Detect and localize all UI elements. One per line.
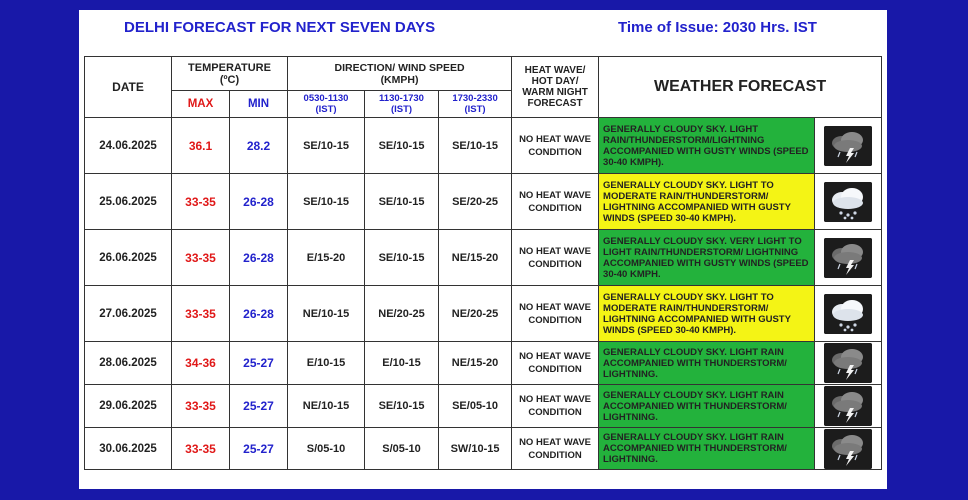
min-temp-cell: 26-28	[230, 174, 288, 230]
thunderstorm-icon	[824, 343, 872, 383]
heat-wave-line: NO HEAT WAVE	[519, 189, 592, 201]
heat-wave-line: NO HEAT WAVE	[519, 133, 592, 145]
wind-cell-2: E/10-15	[365, 342, 439, 385]
min-temp-cell: 25-27	[230, 428, 288, 470]
max-temp-cell: 36.1	[172, 118, 230, 174]
wind-cell-3: NE/15-20	[439, 342, 512, 385]
wind-cell-1: S/05-10	[288, 428, 365, 470]
heat-wave-cell	[512, 385, 599, 428]
table-row	[85, 286, 882, 342]
forecast-icon-cell	[815, 286, 882, 342]
heat-wave-line: NO HEAT WAVE	[519, 351, 592, 362]
header-min: MIN	[230, 91, 288, 118]
max-temp-cell: 33-35	[172, 286, 230, 342]
min-temp-cell: 25-27	[230, 385, 288, 428]
forecast-icon-cell	[815, 230, 882, 286]
wind-cell-3: NE/20-25	[439, 286, 512, 342]
forecast-icon-cell	[815, 118, 882, 174]
max-temp-cell: 33-35	[172, 385, 230, 428]
wind-cell-1: SE/10-15	[288, 174, 365, 230]
heat-wave-line: CONDITION	[528, 364, 582, 375]
forecast-icon-cell	[815, 342, 882, 385]
forecast-description: GENERALLY CLOUDY SKY. LIGHT RAIN ACCOMPANIED WITH THUNDERSTORM/ LIGHTNING.	[599, 385, 815, 428]
wind-cell-3: NE/15-20	[439, 230, 512, 286]
heat-wave-line: CONDITION	[528, 314, 582, 326]
wind-cell-2: SE/10-15	[365, 118, 439, 174]
heat-wave-line: CONDITION	[528, 146, 582, 158]
heat-wave-line: CONDITION	[528, 258, 582, 270]
forecast-icon-cell	[815, 174, 882, 230]
date-cell: 25.06.2025	[85, 174, 172, 230]
date-cell: 28.06.2025	[85, 342, 172, 385]
wind-cell-1: E/10-15	[288, 342, 365, 385]
slot-zone: (IST)	[315, 104, 337, 115]
table-row	[85, 385, 882, 428]
table-row	[85, 428, 882, 470]
forecast-table	[84, 56, 882, 470]
wind-cell-2: S/05-10	[365, 428, 439, 470]
wind-cell-1: SE/10-15	[288, 118, 365, 174]
rain-cloud-icon	[824, 182, 872, 222]
header-heat-line: HOT DAY/	[531, 76, 579, 87]
header-heat-line: HEAT WAVE/	[524, 65, 586, 76]
wind-cell-3: SE/05-10	[439, 385, 512, 428]
table-row	[85, 230, 882, 286]
heat-wave-line: NO HEAT WAVE	[519, 301, 592, 313]
max-temp-cell: 34-36	[172, 342, 230, 385]
slot-time: 0530-1130	[303, 93, 349, 104]
header-temperature	[172, 57, 288, 91]
header-direction-unit: (KMPH)	[380, 73, 419, 86]
header-temperature-unit: (ºC)	[219, 73, 240, 86]
wind-cell-3: SE/10-15	[439, 118, 512, 174]
header-slot-2	[365, 91, 439, 118]
heat-wave-cell	[512, 174, 599, 230]
forecast-description: GENERALLY CLOUDY SKY. LIGHT RAIN ACCOMPANIED WITH THUNDERSTORM/ LIGHTNING.	[599, 342, 815, 385]
max-temp-cell: 33-35	[172, 230, 230, 286]
min-temp-cell: 26-28	[230, 230, 288, 286]
forecast-description: GENERALLY CLOUDY SKY. LIGHT RAIN/THUNDERSTORM/LIGHTNING ACCOMPANIED WITH GUSTY WINDS (SPEED 30-40 KMPH).	[599, 118, 815, 174]
heat-wave-cell	[512, 118, 599, 174]
thunderstorm-icon	[824, 429, 872, 469]
date-cell: 29.06.2025	[85, 385, 172, 428]
table-row	[85, 342, 882, 385]
date-cell: 26.06.2025	[85, 230, 172, 286]
forecast-icon-cell	[815, 428, 882, 470]
heat-wave-cell	[512, 428, 599, 470]
issue-time: Time of Issue: 2030 Hrs. IST	[618, 19, 817, 36]
heat-wave-line: NO HEAT WAVE	[519, 394, 592, 405]
wind-cell-3: SW/10-15	[439, 428, 512, 470]
date-cell: 30.06.2025	[85, 428, 172, 470]
thunderstorm-icon	[824, 126, 872, 166]
slot-zone: (IST)	[464, 104, 486, 115]
forecast-description: GENERALLY CLOUDY SKY. LIGHT TO MODERATE RAIN/THUNDERSTORM/ LIGHTNING ACCOMPANIED WITH GUSTY WINDS (SPEED 30-40 KMPH).	[599, 174, 815, 230]
header-date: DATE	[85, 57, 172, 118]
header-direction-label: DIRECTION/ WIND SPEED	[334, 61, 465, 74]
wind-cell-3: SE/20-25	[439, 174, 512, 230]
heat-wave-line: CONDITION	[528, 202, 582, 214]
max-temp-cell: 33-35	[172, 428, 230, 470]
heat-wave-cell	[512, 230, 599, 286]
wind-cell-2: SE/10-15	[365, 174, 439, 230]
slot-time: 1130-1730	[379, 93, 424, 104]
date-cell: 27.06.2025	[85, 286, 172, 342]
forecast-description: GENERALLY CLOUDY SKY. LIGHT TO MODERATE RAIN/THUNDERSTORM/ LIGHTNING ACCOMPANIED WITH GUSTY WINDS (SPEED 30-40 KMPH).	[599, 286, 815, 342]
header-temperature-label: TEMPERATURE	[188, 61, 271, 74]
wind-cell-2: NE/20-25	[365, 286, 439, 342]
heat-wave-line: CONDITION	[528, 449, 582, 461]
min-temp-cell: 25-27	[230, 342, 288, 385]
header-slot-1	[288, 91, 365, 118]
heat-wave-line: CONDITION	[528, 407, 582, 418]
heat-wave-line: NO HEAT WAVE	[519, 436, 592, 448]
forecast-description: GENERALLY CLOUDY SKY. VERY LIGHT TO LIGHT RAIN/THUNDERSTORM/ LIGHTNING ACCOMPANIED WITH GUSTY WINDS (SPEED 30-40 KMPH.	[599, 230, 815, 286]
heat-wave-cell	[512, 342, 599, 385]
thunderstorm-icon	[824, 238, 872, 278]
date-cell: 24.06.2025	[85, 118, 172, 174]
min-temp-cell: 26-28	[230, 286, 288, 342]
forecast-sheet	[79, 10, 887, 489]
header-weather-forecast: WEATHER FORECAST	[599, 57, 882, 118]
forecast-description: GENERALLY CLOUDY SKY. LIGHT RAIN ACCOMPANIED WITH THUNDERSTORM/ LIGHTNING.	[599, 428, 815, 470]
table-row	[85, 174, 882, 230]
table-row	[85, 118, 882, 174]
rain-cloud-icon	[824, 294, 872, 334]
page-title: DELHI FORECAST FOR NEXT SEVEN DAYS	[124, 19, 436, 36]
heat-wave-line: NO HEAT WAVE	[519, 245, 592, 257]
header-heat-line: WARM NIGHT	[522, 87, 588, 98]
thunderstorm-icon	[824, 386, 872, 426]
header-slot-3	[439, 91, 512, 118]
header-heat-line: FORECAST	[527, 98, 583, 109]
header-direction	[288, 57, 512, 91]
wind-cell-2: SE/10-15	[365, 385, 439, 428]
wind-cell-2: SE/10-15	[365, 230, 439, 286]
min-temp-cell: 28.2	[230, 118, 288, 174]
header-max: MAX	[172, 91, 230, 118]
max-temp-cell: 33-35	[172, 174, 230, 230]
wind-cell-1: NE/10-15	[288, 286, 365, 342]
slot-time: 1730-2330	[452, 93, 498, 104]
heat-wave-cell	[512, 286, 599, 342]
wind-cell-1: NE/10-15	[288, 385, 365, 428]
forecast-icon-cell	[815, 385, 882, 428]
wind-cell-1: E/15-20	[288, 230, 365, 286]
header-heat-wave	[512, 57, 599, 118]
slot-zone: (IST)	[390, 104, 413, 115]
